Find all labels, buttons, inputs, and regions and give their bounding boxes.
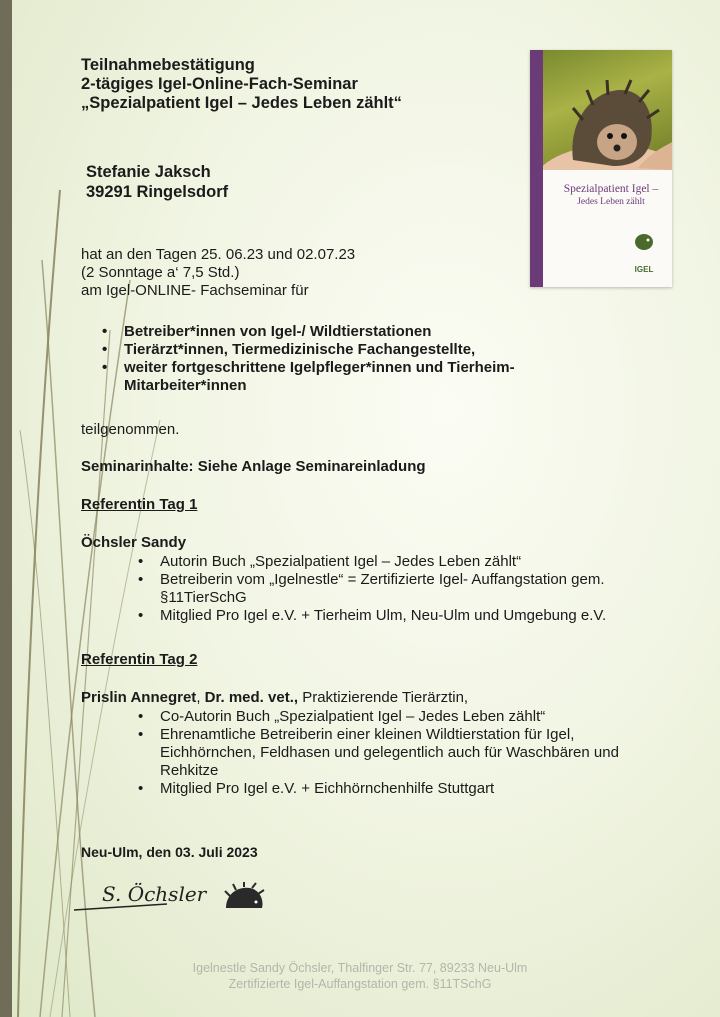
audience-item: • weiter fortgeschrittene Igelpfleger*innen und Tierheim-Mitarbeiter*innen [124,359,594,395]
audience-item: • Tierärzt*innen, Tiermedizinische Fachangestellte, [124,341,594,359]
participated-text: teilgenommen. [81,421,180,438]
seminar-contents: Seminarinhalte: Siehe Anlage Seminareinladung [81,458,426,475]
hedgehog-icon [543,50,672,170]
intro-line-2: (2 Sonntage a‘ 7,5 Std.) [81,264,240,281]
audience-list [124,323,594,395]
speaker2-item: • Mitglied Pro Igel e.V. + Eichhörnchenhilfe Stuttgart [160,780,660,798]
title-line-3: „Spezialpatient Igel – Jedes Leben zählt“ [81,94,402,112]
document-title [81,56,402,113]
speaker1-item: • Betreiberin vom „Igelnestle“ = Zertifizierte Igel- Auffangstation gem. §11TierSchG [160,571,680,607]
speaker1-name: Öchsler Sandy [81,534,187,551]
hedgehog-stamp-icon [222,882,266,914]
participant-name: Stefanie Jaksch [86,163,211,181]
participant-city: 39291 Ringelsdorf [86,183,229,201]
speaker2-list [160,708,660,798]
igel-logo [630,230,658,274]
speaker1-heading: Referentin Tag 1 [81,496,198,513]
footer-certification: Zertifizierte Igel-Auffangstation gem. §11TSchG [228,977,492,991]
hedgehog-photo [543,50,672,170]
speaker1-list [160,553,680,625]
signature-text: S. Öchsler [102,882,207,906]
speaker2-line: Prislin Annegret, Dr. med. vet., Praktizierende Tierärztin, [81,689,469,706]
participant [86,162,228,202]
speaker2-item: • Co-Autorin Buch „Spezialpatient Igel – Jedes Leben zählt“ [160,708,660,726]
place-date: Neu-Ulm, den 03. Juli 2023 [81,844,258,860]
speaker2-name: Prislin Annegret [81,689,197,706]
intro-line-1: hat an den Tagen 25. 06.23 und 02.07.23 [81,246,356,263]
left-border-bar [0,0,12,1017]
intro-line-3: am Igel-ONLINE- Fachseminar für [81,282,309,299]
book-spine-accent [530,50,543,287]
speaker2-heading: Referentin Tag 2 [81,651,198,668]
hedgehog-logo-icon [630,230,658,264]
book-subtitle: Jedes Leben zählt [577,197,645,207]
speaker2-item: • Ehrenamtliche Betreiberin einer kleinen Wildtierstation für Igel, Eichhörnchen, Feldhasen und gelegentlich auch für Waschbären und Rehkitze [160,726,660,780]
book-title: Spezialpatient Igel – [563,183,659,195]
speaker1-item: • Autorin Buch „Spezialpatient Igel – Jedes Leben zählt“ [160,553,680,571]
book-cover [530,50,672,287]
igel-logo-text: IGEL [634,265,654,274]
footer-address: Igelnestle Sandy Öchsler, Thalfinger Str. 77, 89233 Neu-Ulm [192,961,528,975]
intro-text [81,246,355,300]
audience-item: • Betreiber*innen von Igel-/ Wildtierstationen [124,323,594,341]
title-line-1: Teilnahmebestätigung [81,56,255,74]
title-line-2: 2-tägiges Igel-Online-Fach-Seminar [81,75,358,93]
signature [72,880,272,920]
speaker2-role: Praktizierende Tierärztin, [302,689,469,706]
speaker2-title: Dr. med. vet., [204,689,299,706]
speaker1-item: • Mitglied Pro Igel e.V. + Tierheim Ulm, Neu-Ulm und Umgebung e.V. [160,607,680,625]
